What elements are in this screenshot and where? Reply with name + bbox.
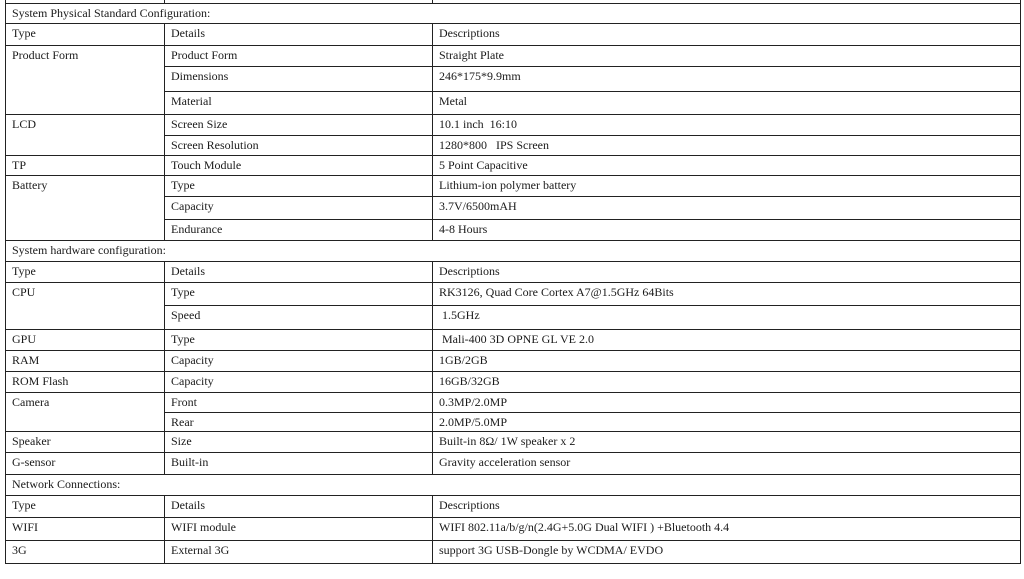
type-cell: GPU (6, 330, 165, 351)
detail-cell: Capacity (165, 351, 433, 372)
detail-cell: Type (165, 330, 433, 351)
detail-cell: Product Form (165, 46, 433, 67)
column-header-row (6, 24, 1021, 46)
header-type: Type (6, 262, 165, 283)
spec-table (5, 0, 1021, 564)
detail-cell: Touch Module (165, 156, 433, 176)
header-type: Type (6, 24, 165, 46)
header-details: Details (165, 262, 433, 283)
section-title: System Physical Standard Configuration: (6, 4, 1021, 24)
section-title-row (6, 475, 1021, 496)
type-cell: RAM (6, 351, 165, 372)
description-cell: Straight Plate (433, 46, 1021, 67)
description-cell: 0.3MP/2.0MP (433, 393, 1021, 413)
description-cell: Metal (433, 92, 1021, 115)
header-descriptions: Descriptions (433, 496, 1021, 518)
detail-cell: Screen Resolution (165, 136, 433, 156)
section-title: System hardware configuration: (6, 241, 1021, 262)
type-cell: WIFI (6, 518, 165, 541)
type-cell: 3G (6, 541, 165, 564)
table-row (6, 432, 1021, 453)
column-header-row (6, 496, 1021, 518)
section-title-row (6, 4, 1021, 24)
detail-cell: Material (165, 92, 433, 115)
description-cell: 1.5GHz (433, 306, 1021, 330)
table-row (6, 541, 1021, 564)
description-cell: 1GB/2GB (433, 351, 1021, 372)
type-cell: TP (6, 156, 165, 176)
table-row (6, 115, 1021, 136)
table-row (6, 453, 1021, 475)
column-header-row (6, 262, 1021, 283)
description-cell: RK3126, Quad Core Cortex A7@1.5GHz 64Bits (433, 283, 1021, 306)
detail-cell: Screen Size (165, 115, 433, 136)
detail-cell: Speed (165, 306, 433, 330)
detail-cell: Front (165, 393, 433, 413)
table-row (6, 393, 1021, 413)
description-cell: Built-in 8Ω/ 1W speaker x 2 (433, 432, 1021, 453)
detail-cell: WIFI module (165, 518, 433, 541)
description-cell: Gravity acceleration sensor (433, 453, 1021, 475)
detail-cell: Endurance (165, 220, 433, 241)
section-title-row (6, 241, 1021, 262)
type-cell: CPU (6, 283, 165, 330)
table-row (6, 176, 1021, 197)
description-cell: 2.0MP/5.0MP (433, 413, 1021, 432)
description-cell: 16GB/32GB (433, 372, 1021, 393)
table-row (6, 46, 1021, 67)
type-cell: LCD (6, 115, 165, 156)
table-row (6, 156, 1021, 176)
type-cell: Product Form (6, 46, 165, 115)
detail-cell: External 3G (165, 541, 433, 564)
detail-cell: Type (165, 176, 433, 197)
detail-cell: Capacity (165, 372, 433, 393)
type-cell: ROM Flash (6, 372, 165, 393)
description-cell: 3.7V/6500mAH (433, 197, 1021, 220)
description-cell: 246*175*9.9mm (433, 67, 1021, 92)
type-cell: Camera (6, 393, 165, 432)
header-descriptions: Descriptions (433, 24, 1021, 46)
detail-cell: Rear (165, 413, 433, 432)
detail-cell: Type (165, 283, 433, 306)
type-cell: Speaker (6, 432, 165, 453)
detail-cell: Built-in (165, 453, 433, 475)
table-row (6, 283, 1021, 306)
description-cell: Lithium-ion polymer battery (433, 176, 1021, 197)
description-cell: 4-8 Hours (433, 220, 1021, 241)
description-cell: 5 Point Capacitive (433, 156, 1021, 176)
header-details: Details (165, 496, 433, 518)
table-row (6, 351, 1021, 372)
table-row (6, 372, 1021, 393)
detail-cell: Capacity (165, 197, 433, 220)
table-row (6, 330, 1021, 351)
spec-table-body (6, 0, 1021, 564)
type-cell: Battery (6, 176, 165, 241)
description-cell: support 3G USB-Dongle by WCDMA/ EVDO (433, 541, 1021, 564)
description-cell: WIFI 802.11a/b/g/n(2.4G+5.0G Dual WIFI ) +Bluetooth 4.4 (433, 518, 1021, 541)
type-cell: G-sensor (6, 453, 165, 475)
table-row (6, 518, 1021, 541)
detail-cell: Size (165, 432, 433, 453)
header-descriptions: Descriptions (433, 262, 1021, 283)
description-cell: 1280*800 IPS Screen (433, 136, 1021, 156)
header-type: Type (6, 496, 165, 518)
header-details: Details (165, 24, 433, 46)
description-cell: Mali-400 3D OPNE GL VE 2.0 (433, 330, 1021, 351)
section-title: Network Connections: (6, 475, 1021, 496)
detail-cell: Dimensions (165, 67, 433, 92)
description-cell: 10.1 inch 16:10 (433, 115, 1021, 136)
